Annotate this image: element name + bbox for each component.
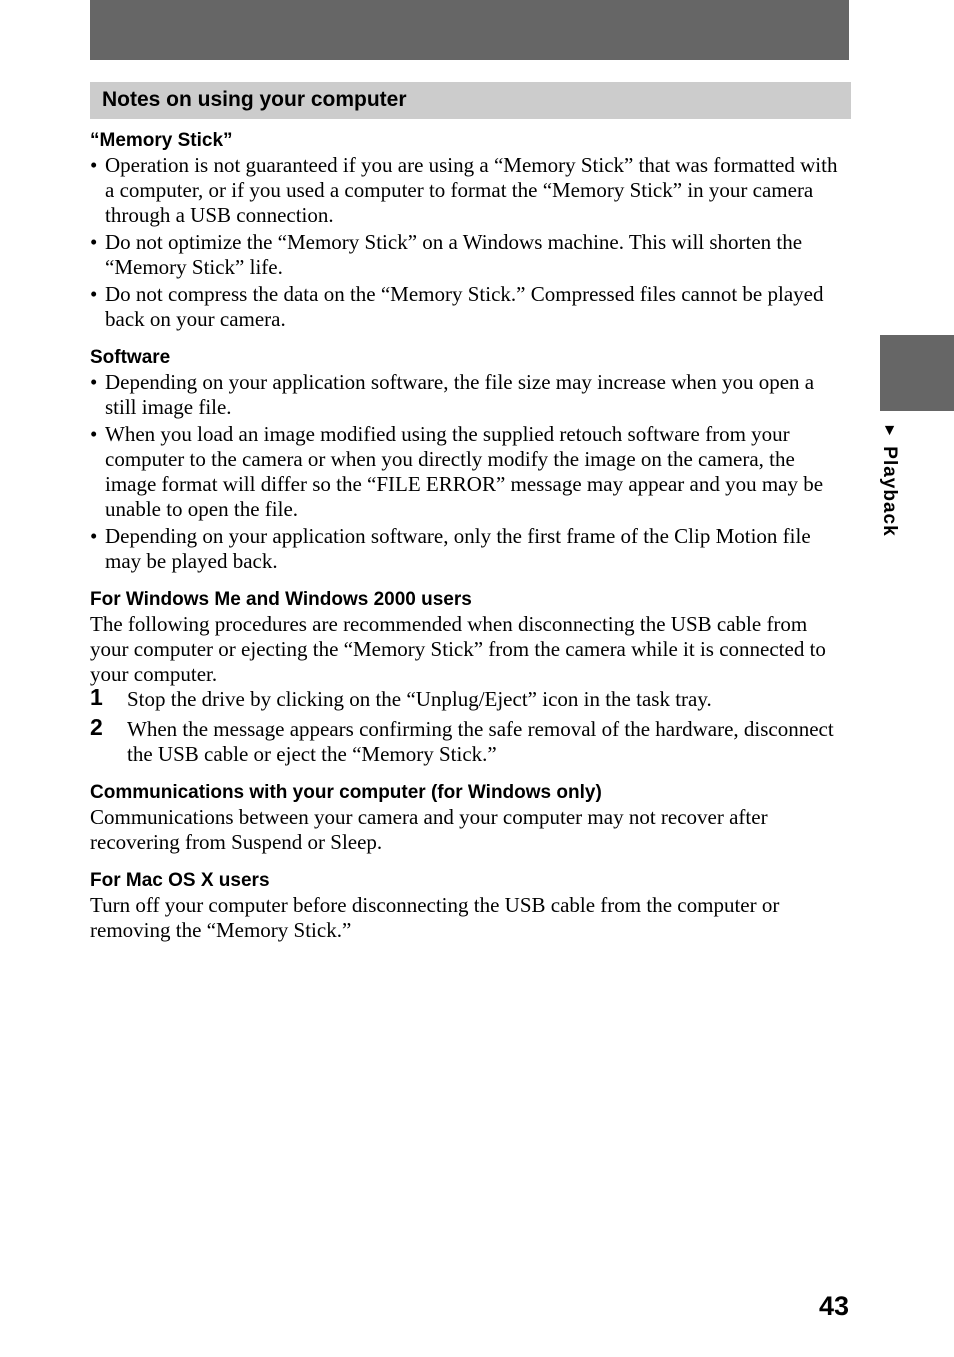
step-item	[90, 714, 850, 767]
windows-me-2000-intro: The following procedures are recommended when disconnecting the USB cable from your computer or ejecting the “Memory Stick” from the camera while it is connected to your computer.	[90, 612, 826, 686]
communications-section	[90, 781, 850, 855]
step-text: Stop the drive by clicking on the “Unplug/Eject” icon in the task tray.	[127, 687, 712, 711]
list-item: • Depending on your application software, the file size may increase when you open a still image file.	[90, 370, 850, 420]
top-header-bar	[90, 0, 849, 60]
communications-text: Communications between your camera and your computer may not recover after recovering from Suspend or Sleep.	[90, 805, 768, 854]
side-chapter-tab	[880, 335, 954, 411]
side-chapter-label	[876, 422, 902, 537]
memory-stick-section	[90, 129, 850, 332]
side-chapter-text: Playback	[879, 446, 900, 537]
memory-stick-bullets	[90, 153, 850, 332]
list-item: • Do not compress the data on the “Memory Stick.” Compressed files cannot be played back on your camera.	[90, 282, 850, 332]
communications-heading: Communications with your computer (for Windows only)	[90, 782, 602, 803]
list-item: • When you load an image modified using the supplied retouch software from your computer to the camera or when you directly modify the image on the camera, the image format will differ so the “FILE ERROR” message may appear and you may be unable to open the file.	[90, 422, 850, 522]
windows-me-2000-section	[90, 588, 850, 767]
software-heading: Software	[90, 347, 171, 368]
section-title-band	[90, 82, 851, 119]
windows-steps	[90, 684, 850, 767]
windows-me-2000-heading: For Windows Me and Windows 2000 users	[90, 589, 472, 610]
list-item: • Operation is not guaranteed if you are using a “Memory Stick” that was formatted with a computer, or if you used a computer to format the “Memory Stick” in your camera through a USB connection.	[90, 153, 850, 228]
step-number: 1	[90, 684, 103, 710]
page-number: 43	[818, 1291, 849, 1321]
step-number: 2	[90, 714, 103, 740]
list-item: • Do not optimize the “Memory Stick” on a Windows machine. This will shorten the “Memory Stick” life.	[90, 230, 850, 280]
memory-stick-heading: “Memory Stick”	[90, 130, 233, 151]
mac-os-x-heading: For Mac OS X users	[90, 870, 270, 891]
mac-os-x-section	[90, 869, 850, 943]
section-title: Notes on using your computer	[102, 88, 407, 111]
page-content	[90, 129, 850, 957]
triangle-down-icon: ▼	[881, 422, 898, 440]
step-text: When the message appears confirming the safe removal of the hardware, disconnect the USB cable or eject the “Memory Stick.”	[127, 717, 834, 766]
mac-os-x-text: Turn off your computer before disconnecting the USB cable from the computer or removing the “Memory Stick.”	[90, 893, 780, 942]
software-section	[90, 346, 850, 574]
step-item	[90, 684, 850, 712]
software-bullets	[90, 370, 850, 574]
list-item: • Depending on your application software, only the first frame of the Clip Motion file may be played back.	[90, 524, 850, 574]
